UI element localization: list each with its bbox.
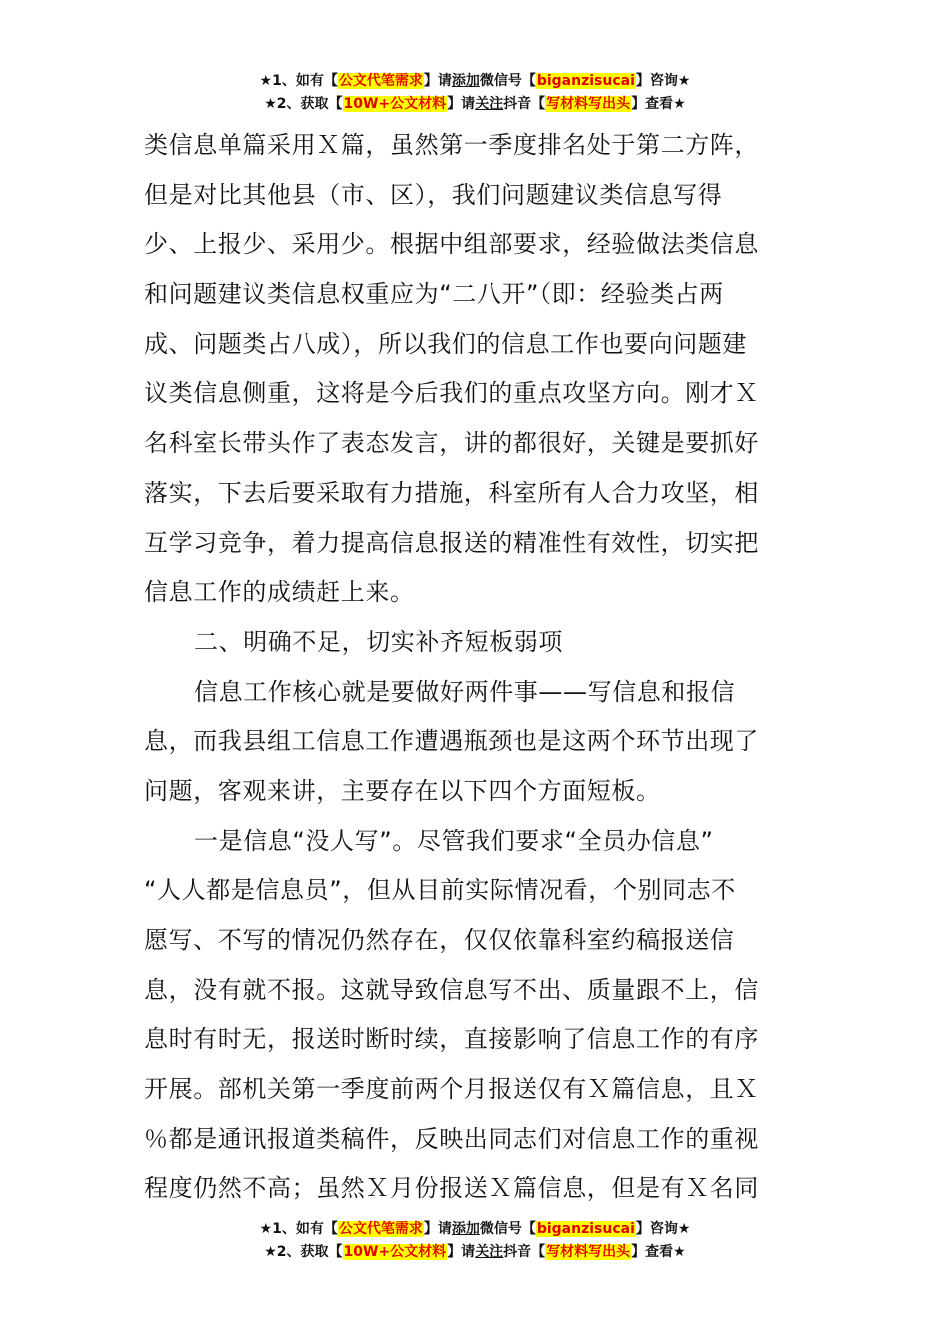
body-line: 问题，客观来讲，主要存在以下四个方面短板。 [144,776,661,805]
body-line: ％都是通讯报道类稿件，反映出同志们对信息工作的重视 [144,1124,759,1153]
body-line: 成、问题类占八成），所以我们的信息工作也要向问题建 [144,329,747,358]
banner-line-2 [0,93,950,116]
banner-text: ★2、获取【 [264,1244,343,1260]
banner-highlight: 10W+公文材料 [343,96,447,112]
body-line: 息时有时无，报送时断时续，直接影响了信息工作的有序 [144,1025,759,1054]
banner-highlight: biganzisucai [536,73,635,89]
banner-text: 】查看★ [631,1244,686,1260]
banner-text: 】请 [423,1221,452,1237]
banner-text: ★1、如有【 [259,1221,338,1237]
body-line: “人人都是信息员”，但从目前实际情况看，个别同志不 [144,876,736,905]
banner-underlined: 关注 [475,96,504,112]
banner-underlined: 关注 [475,1244,504,1260]
footer-banner [0,1218,950,1264]
body-line: 落实，下去后要采取有力措施，科室所有人合力攻坚，相 [144,478,759,507]
document-body [144,121,806,1214]
body-line: 愿写、不写的情况仍然存在，仅仅依靠科室约稿报送信 [144,926,735,954]
banner-text: 】请 [423,73,452,89]
banner-text: 抖音【 [503,96,546,112]
banner-underlined: 添加 [451,1221,480,1237]
header-banner [0,70,950,116]
banner-highlight: 写材料写出头 [546,96,631,112]
body-line: 开展。部机关第一季度前两个月报送仅有Ｘ篇信息，且Ｘ [144,1075,759,1104]
banner-line-1 [0,1218,950,1241]
banner-text: 微信号【 [479,73,536,89]
banner-line-2 [0,1241,950,1264]
paragraph-first-line: 信息工作核心就是要做好两件事——写信息和报信 [194,677,736,706]
banner-text: ★1、如有【 [259,73,338,89]
banner-text: ★2、获取【 [264,96,343,112]
body-line: 少、上报少、采用少。根据中组部要求，经验做法类信息 [144,230,759,259]
body-line: 互学习竞争，着力提高信息报送的精准性有效性，切实把 [144,528,759,557]
body-line: 程度仍然不高；虽然Ｘ月份报送Ｘ篇信息，但是有Ｘ名同 [144,1174,759,1203]
banner-highlight: 10W+公文材料 [343,1244,447,1260]
body-line: 类信息单篇采用Ｘ篇，虽然第一季度排名处于第二方阵， [144,131,759,159]
banner-text: 】请 [447,96,476,112]
banner-highlight: biganzisucai [536,1221,635,1237]
banner-text: 】请 [447,1244,476,1260]
body-line: 名科室长带头作了表态发言，讲的都很好，关键是要抓好 [144,429,759,458]
banner-highlight: 写材料写出头 [546,1244,631,1260]
banner-text: 抖音【 [503,1244,546,1260]
body-line: 但是对比其他县（市、区），我们问题建议类信息写得 [144,180,723,209]
banner-highlight: 公文代笔需求 [338,73,423,89]
paragraph-first-line: 一是信息“没人写”。尽管我们要求“全员办信息” [194,826,714,855]
banner-text: 微信号【 [479,1221,536,1237]
banner-text: 】查看★ [631,96,686,112]
section-heading: 二、明确不足，切实补齐短板弱项 [194,627,563,656]
banner-text: 】咨询★ [635,73,691,89]
body-line: 息，而我县组工信息工作遭遇瓶颈也是这两个环节出现了 [144,727,759,756]
body-line: 和问题建议类信息权重应为“二八开”（即：经验类占两 [144,280,724,309]
body-line: 息，没有就不报。这就导致信息写不出、质量跟不上，信 [144,975,759,1004]
banner-line-1 [0,70,950,93]
banner-text: 】咨询★ [635,1221,691,1237]
banner-highlight: 公文代笔需求 [338,1221,423,1237]
banner-underlined: 添加 [451,73,480,89]
body-line: 信息工作的成绩赶上来。 [144,578,415,607]
body-line: 议类信息侧重，这将是今后我们的重点攻坚方向。刚才Ｘ [144,379,759,408]
